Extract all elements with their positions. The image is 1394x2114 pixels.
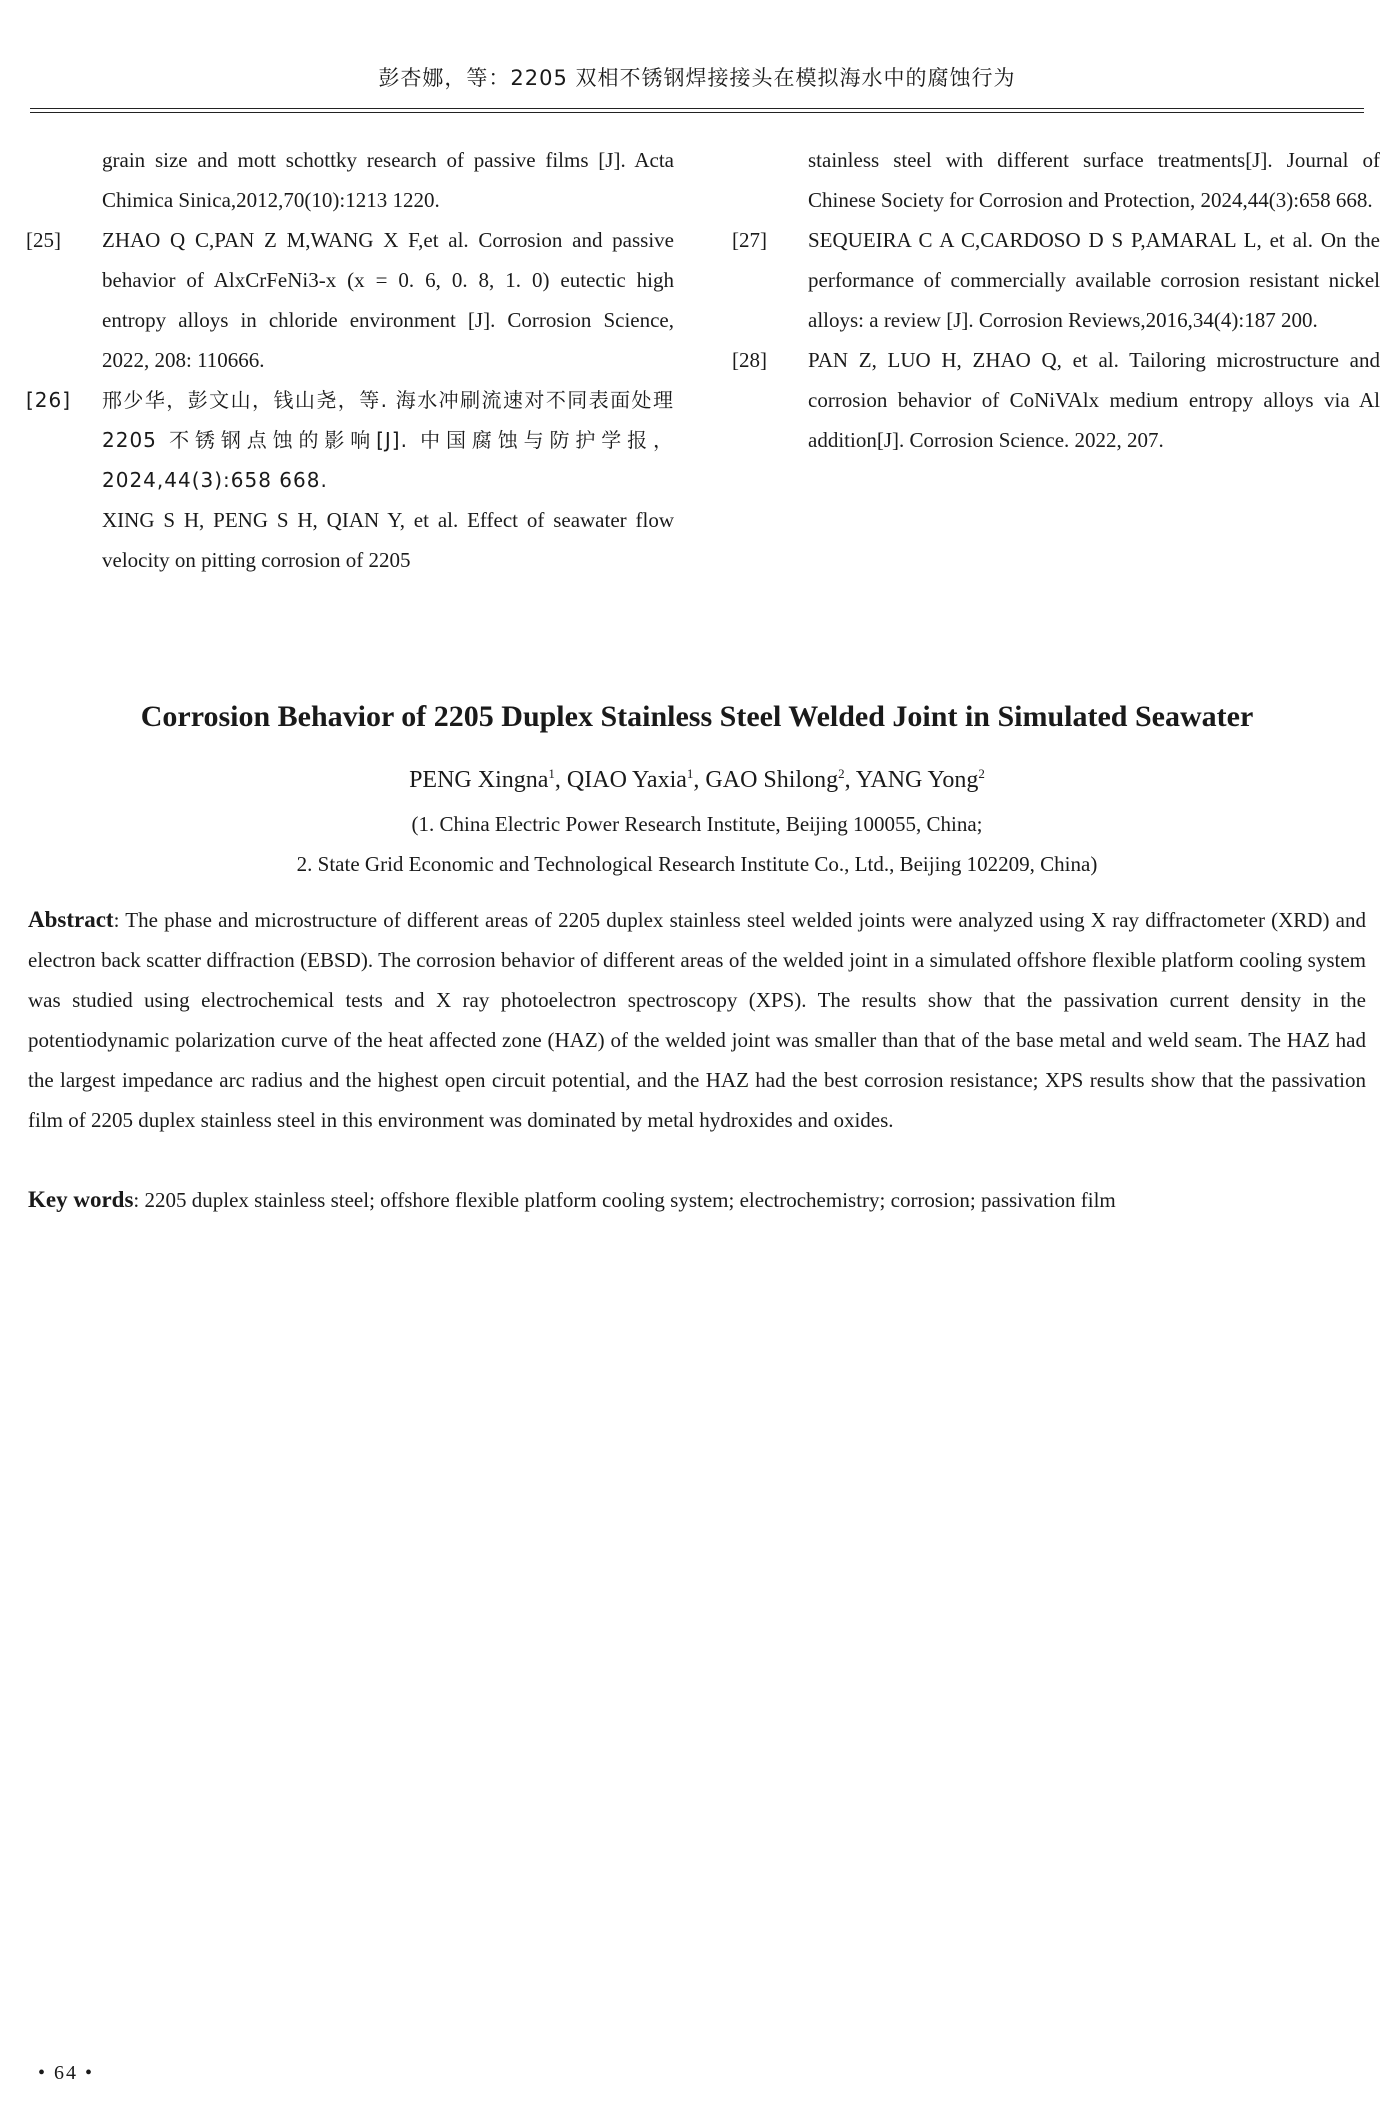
reference-item — [26, 140, 674, 220]
reference-item — [732, 220, 1380, 340]
references-left-column — [26, 140, 674, 580]
author-affiliation-mark: 2 — [978, 766, 985, 781]
reference-number: [28] — [732, 348, 767, 372]
reference-item — [732, 340, 1380, 460]
references-right-column — [732, 140, 1380, 460]
keywords-label: Key words — [28, 1187, 134, 1212]
reference-item — [26, 380, 674, 500]
reference-text: grain size and mott schottky research of passive films [J]. Acta Chimica Sinica,2012,70(10):1213 1220. — [102, 148, 674, 212]
page-number: • 64 • — [38, 2062, 95, 2084]
reference-item — [732, 140, 1380, 220]
header-rule — [30, 108, 1364, 109]
reference-text: ZHAO Q C,PAN Z M,WANG X F,et al. Corrosion and passive behavior of AlxCrFeNi3-x (x = 0. 6, 0. 8, 1. 0) eutectic high entropy alloys in chloride environment [J]. Corrosion Science, 2022, 208: 110666. — [102, 228, 674, 372]
header-rule-thin — [30, 112, 1364, 113]
author-name: PENG Xingna — [409, 767, 549, 793]
reference-item — [26, 500, 674, 580]
reference-number: [25] — [26, 228, 61, 252]
author-name: GAO Shilong — [705, 767, 839, 793]
abstract: Abstract: The phase and microstructure of different areas of 2205 duplex stainless steel welded joints were analyzed using X ray diffractometer (XRD) and electron back scatter diffraction (EBSD). The corrosion behavior of different areas of the welded joint in a simulated offshore flexible platform cooling system was studied using electrochemical tests and X ray photoelectron spectroscopy (XPS). The results show that the passivation current density in the potentiodynamic polarization curve of the heat affected zone (HAZ) of the welded joint was smaller than that of the base metal and weld seam. The HAZ had the largest impedance arc radius and the highest open circuit potential, and the HAZ had the best corrosion resistance; XPS results show that the passivation film of 2205 duplex stainless steel in this environment was dominated by metal hydroxides and oxides. — [28, 907, 1366, 1132]
reference-number: [26] — [26, 388, 72, 412]
running-header: 彭杏娜，等：2205 双相不锈钢焊接接头在模拟海水中的腐蚀行为 — [378, 66, 1016, 90]
author-affiliation-mark: 1 — [686, 766, 694, 781]
affiliation-line: (1. China Electric Power Research Institute, Beijing 100055, China; — [411, 812, 983, 836]
reference-text: SEQUEIRA C A C,CARDOSO D S P,AMARAL L, et al. On the performance of commercially available corrosion resistant nickel alloys: a review [J]. Corrosion Reviews,2016,34(4):187 200. — [808, 228, 1380, 332]
abstract-text: The phase and microstructure of different areas of 2205 duplex stainless steel welded joints were analyzed using X ray diffractometer (XRD) and electron back scatter diffraction (EBSD). The corrosion behavior of different areas of the welded joint in a simulated offshore flexible platform cooling system was studied using electrochemical tests and X ray photoelectron spectroscopy (XPS). The results show that the passivation current density in the potentiodynamic polarization curve of the heat affected zone (HAZ) of the welded joint was smaller than that of the base metal and weld seam. The HAZ had the largest impedance arc radius and the highest open circuit potential, and the HAZ had the best corrosion resistance; XPS results show that the passivation film of 2205 duplex stainless steel in this environment was dominated by metal hydroxides and oxides. — [28, 908, 1366, 1132]
reference-number: [27] — [732, 228, 767, 252]
paper-title: Corrosion Behavior of 2205 Duplex Stainless Steel Welded Joint in Simulated Seawater — [140, 700, 1254, 733]
reference-item — [26, 220, 674, 380]
author-name: QIAO Yaxia — [566, 767, 687, 793]
author-affiliation-mark: 1 — [548, 766, 555, 781]
author-affiliation-mark: 2 — [838, 766, 845, 781]
keywords: Key words: 2205 duplex stainless steel; offshore flexible platform cooling system; electrochemistry; corrosion; passivation film — [28, 1187, 1116, 1212]
reference-text: PAN Z, LUO H, ZHAO Q, et al. Tailoring microstructure and corrosion behavior of CoNiVAlx medium entropy alloys via Al addition[J]. Corrosion Science. 2022, 207. — [808, 348, 1380, 452]
author-name: YANG Yong — [855, 767, 979, 793]
affiliation-line: 2. State Grid Economic and Technological Research Institute Co., Ltd., Beijing 102209, China) — [296, 852, 1098, 876]
reference-text: 邢少华，彭文山，钱山尧，等. 海水冲刷流速对不同表面处理 2205 不锈钢点蚀的影响[J]. 中国腐蚀与防护学报，2024,44(3):658 668. — [102, 388, 674, 492]
author-list: PENG Xingna$^1$, QIAO Yaxia$^1$, GAO Shilong$^2$, YANG Yong$^2$ — [409, 766, 985, 793]
keywords-text: 2205 duplex stainless steel; offshore flexible platform cooling system; electrochemistry; corrosion; passivation film — [144, 1188, 1116, 1212]
reference-text: XING S H, PENG S H, QIAN Y, et al. Effect of seawater flow velocity on pitting corrosion of 2205 — [102, 508, 674, 572]
reference-text: stainless steel with different surface treatments[J]. Journal of Chinese Society for Corrosion and Protection, 2024,44(3):658 668. — [808, 148, 1380, 212]
abstract-label: Abstract — [28, 907, 114, 932]
